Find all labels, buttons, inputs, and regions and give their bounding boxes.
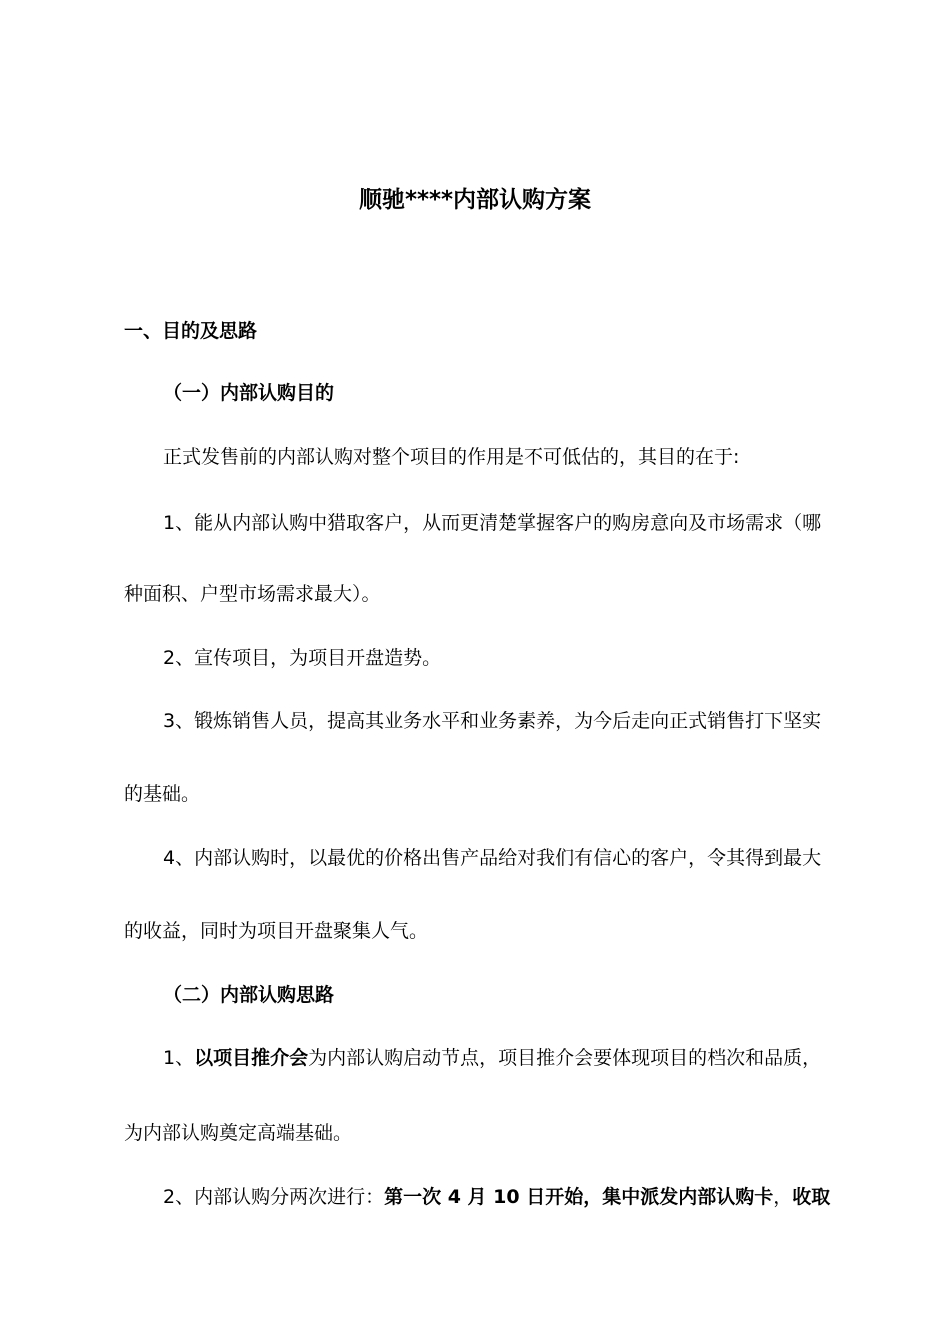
paragraph-item1-line1: 1、能从内部认购中猎取客户，从而更清楚掌握客户的购房意向及市场需求（哪 [163, 512, 822, 534]
paragraph-item4-line1: 4、内部认购时，以最优的价格出售产品给对我们有信心的客户，令其得到最大 [163, 847, 822, 869]
item2-prefix: 2、内部认购分两次进行： [163, 1186, 385, 1208]
paragraph-approach-item2-line1 [163, 1185, 830, 1209]
document-title: 顺驰****内部认购方案 [358, 187, 592, 213]
subsection-heading-purpose: （一）内部认购目的 [163, 382, 335, 404]
paragraph-item4-line2: 的收益，同时为项目开盘聚集人气。 [124, 920, 429, 942]
item1-rest: 为内部认购启动节点，项目推介会要体现项目的档次和品质， [308, 1047, 822, 1069]
paragraph-approach-item1-line1 [163, 1046, 821, 1070]
paragraph-item2: 2、宣传项目，为项目开盘造势。 [163, 647, 442, 669]
section-heading: 一、目的及思路 [124, 320, 258, 342]
subsection-heading-approach: （二）内部认购思路 [163, 984, 335, 1006]
item2-separator: ， [773, 1186, 793, 1208]
paragraph-intro: 正式发售前的内部认购对整个项目的作用是不可低估的，其目的在于: [163, 446, 740, 468]
paragraph-item3-line1: 3、锻炼销售人员，提高其业务水平和业务素养，为今后走向正式销售打下坚实 [163, 710, 822, 732]
paragraph-approach-item1-line2: 为内部认购奠定高端基础。 [124, 1122, 353, 1144]
paragraph-item3-line2: 的基础。 [124, 783, 201, 805]
paragraph-item1-line2: 种面积、户型市场需求最大）。 [124, 583, 381, 605]
item1-prefix: 1、 [163, 1047, 195, 1069]
item1-bold-phrase: 以项目推介会 [194, 1047, 309, 1069]
item2-bold-phrase-1: 第一次 4 月 10 日开始，集中派发内部认购卡 [384, 1186, 774, 1208]
item2-bold-phrase-2: 收取 [792, 1186, 831, 1208]
